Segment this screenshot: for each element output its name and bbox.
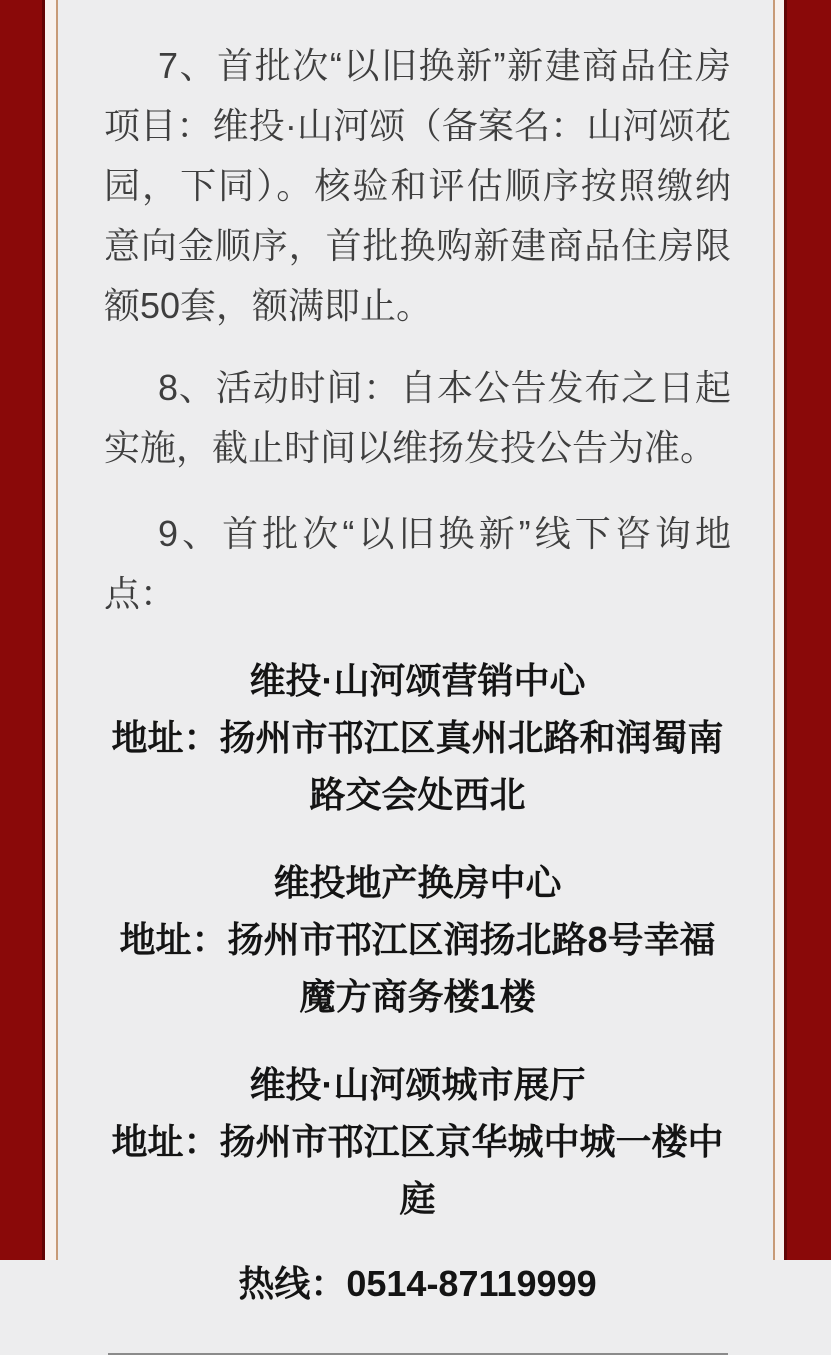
location-address: 地址：扬州市邗江区润扬北路8号幸福魔方商务楼1楼 bbox=[119, 919, 716, 1017]
location-name: 维投地产换房中心 bbox=[273, 862, 562, 903]
location-block-marketing-center bbox=[104, 652, 731, 823]
right-white-strip bbox=[775, 0, 784, 1260]
paragraph-item-8: 8、活动时间：自本公告发布之日起实施，截止时间以维扬发投公告为准。 bbox=[104, 367, 731, 468]
right-frame bbox=[773, 0, 831, 1260]
location-name: 维投·山河颂营销中心 bbox=[249, 660, 586, 701]
location-block-exchange-center bbox=[104, 854, 731, 1025]
location-address: 地址：扬州市邗江区真州北路和润蜀南路交会处西北 bbox=[111, 717, 724, 815]
article-content bbox=[58, 0, 773, 1304]
right-red-border bbox=[784, 0, 831, 1260]
location-block-city-showroom bbox=[104, 1056, 731, 1227]
location-address: 地址：扬州市邗江区京华城中城一楼中庭 bbox=[111, 1121, 724, 1219]
paragraph-item-7: 7、首批次“以旧换新”新建商品住房项目：维投·山河颂（备案名：山河颂花园，下同）。核验和评估顺序按照缴纳意向金顺序，首批换购新建商品住房限额50套，额满即止。 bbox=[104, 45, 731, 326]
paragraph-item-9: 9、首批次“以旧换新”线下咨询地点： bbox=[104, 513, 731, 614]
left-frame bbox=[0, 0, 58, 1260]
location-name: 维投·山河颂城市展厅 bbox=[249, 1064, 586, 1105]
hotline-text: 热线：0514-87119999 bbox=[238, 1263, 597, 1304]
left-red-border bbox=[0, 0, 45, 1260]
left-white-strip bbox=[45, 0, 56, 1260]
